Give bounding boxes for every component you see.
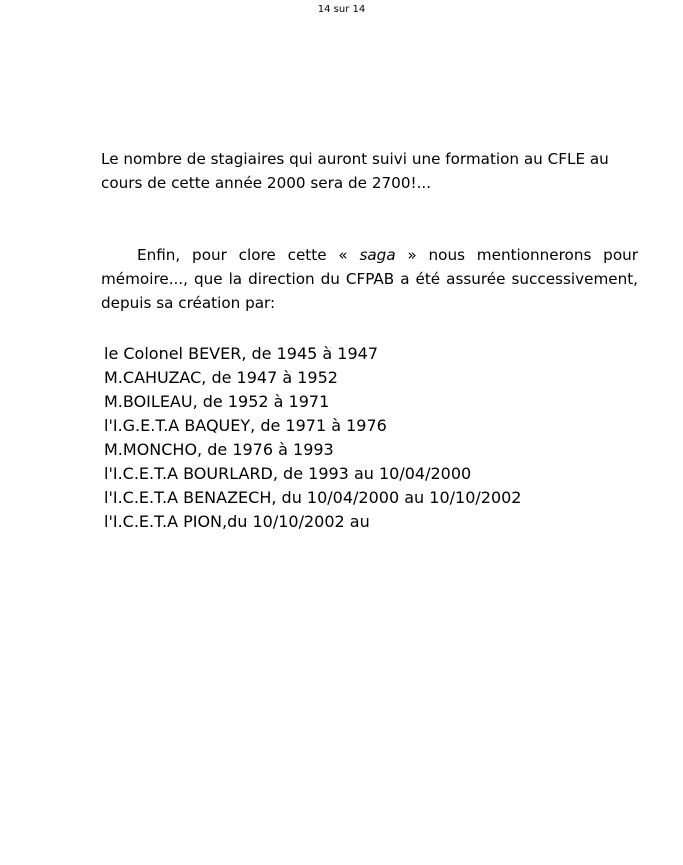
page-indicator: 14 sur 14 — [317, 4, 366, 15]
list-item: l'I.C.E.T.A BOURLARD, de 1993 au 10/04/2000 — [104, 464, 472, 483]
list-item: le Colonel BEVER, de 1945 à 1947 — [104, 344, 379, 363]
paragraph-text-after: » nous mentionnerons pour mémoire..., que la direction du CFPAB a été assurée successivement, depuis sa création par: — [101, 246, 638, 312]
paragraph-trainees: Le nombre de stagiaires qui auront suivi une formation au CFLE au cours de cette année 2000 sera de 2700!... — [101, 150, 609, 192]
list-item: l'I.G.E.T.A BAQUEY, de 1971 à 1976 — [104, 416, 387, 435]
paragraph-directors-intro — [101, 243, 638, 315]
list-item: M.BOILEAU, de 1952 à 1971 — [104, 392, 330, 411]
list-item: M.CAHUZAC, de 1947 à 1952 — [104, 368, 338, 387]
paragraph-text-before: Enfin, pour clore cette « — [137, 246, 360, 264]
emphasis-saga: saga — [359, 246, 396, 264]
list-item: l'I.C.E.T.A BENAZECH, du 10/04/2000 au 10/10/2002 — [104, 488, 522, 507]
list-item: M.MONCHO, de 1976 à 1993 — [104, 440, 334, 459]
list-item: l'I.C.E.T.A PION,du 10/10/2002 au — [104, 512, 370, 531]
directors-list — [104, 342, 638, 534]
document-body — [101, 147, 638, 534]
